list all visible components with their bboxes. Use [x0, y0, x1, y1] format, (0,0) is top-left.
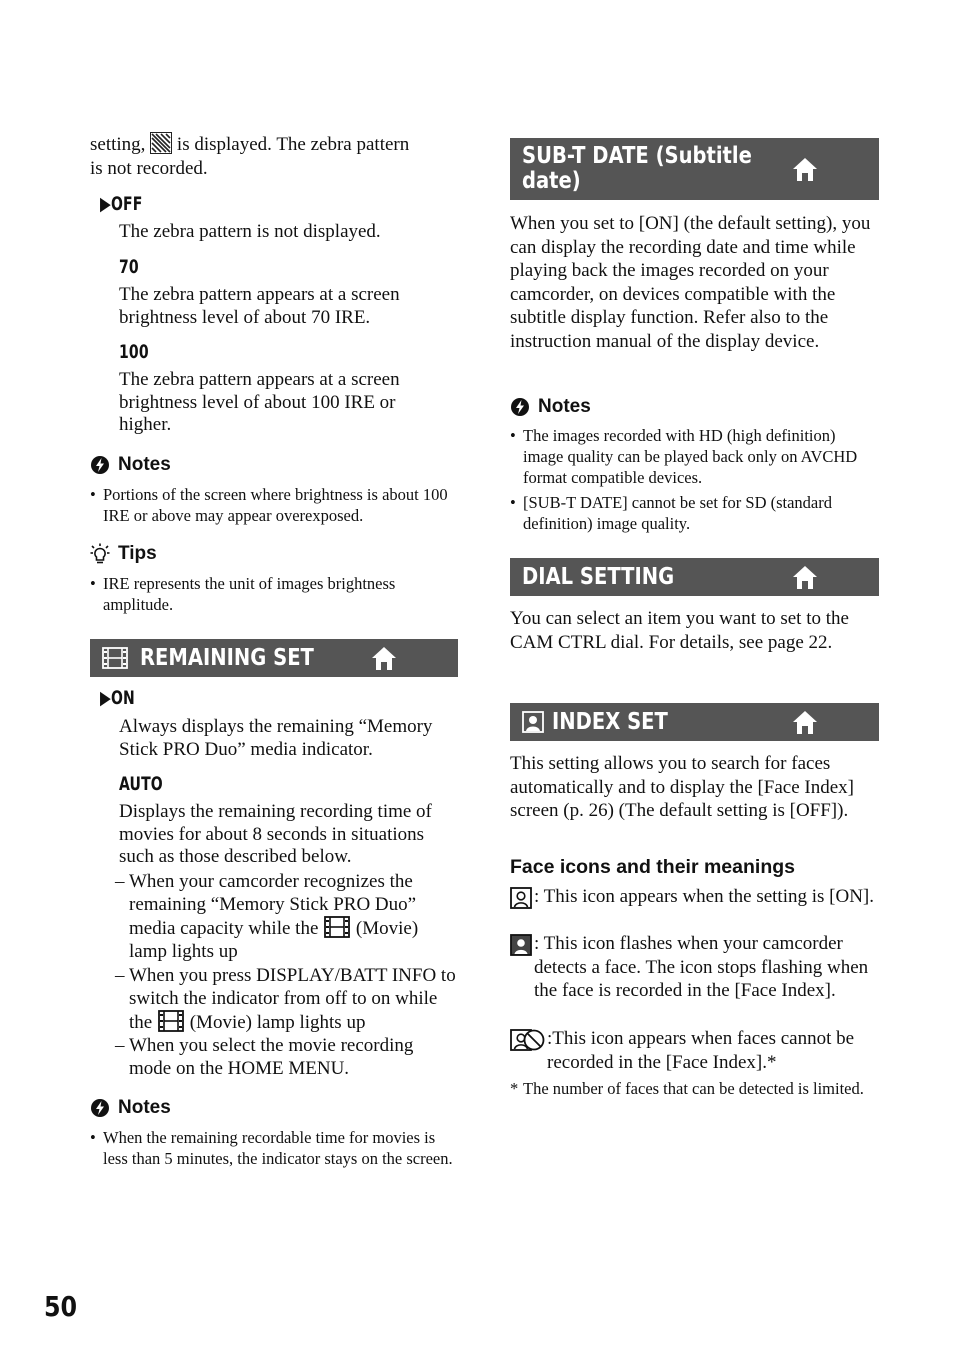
- option-auto-label: AUTO: [119, 773, 163, 795]
- notes-icon: [90, 1098, 110, 1118]
- face-item-2: [510, 932, 879, 1003]
- index-set-header: [510, 703, 879, 741]
- auto-case-2-text: [129, 965, 460, 1035]
- subt-notes-title: Notes: [538, 396, 591, 417]
- subt-note-1: [510, 425, 879, 488]
- notes-1-text: Portions of the screen where brightness is about 100 IRE or above may appear overexposed.: [103, 485, 448, 525]
- option-on-desc: Always displays the remaining “Memory Stick PRO Duo” media indicator.: [119, 716, 433, 760]
- face-icon: [510, 887, 532, 909]
- bullet: •: [510, 493, 516, 512]
- notes-2-text: When the remaining recordable time for movies is less than 5 minutes, the indicator stays on the screen.: [103, 1128, 453, 1168]
- notes-icon: [90, 455, 110, 475]
- face-item-1: [510, 885, 879, 909]
- home-icon: [370, 645, 398, 671]
- film-icon: [323, 916, 351, 938]
- auto-case-1: [115, 871, 435, 963]
- dash-marker: –: [115, 965, 125, 986]
- subt-date-body: When you set to [ON] (the default setting), you can display the recording date and time while playing back the images recorded on your camcorder, on devices compatible with the subtitle display function. Refer also to the instruction manual of the display device.: [510, 213, 871, 352]
- bullet: •: [90, 1128, 96, 1147]
- notes-title-2: Notes: [118, 1097, 171, 1118]
- zebra-intro-text-a: setting,: [90, 134, 146, 155]
- bullet: •: [90, 574, 96, 593]
- option-70-label: 70: [119, 256, 139, 278]
- option-on-text: ON: [110, 687, 135, 709]
- tips-title: Tips: [118, 543, 157, 564]
- dial-setting-header: [510, 558, 879, 596]
- option-100-label: 100: [119, 341, 149, 363]
- face-icon: [510, 934, 532, 956]
- face-item-1-text: : This icon appears when the setting is [ON].: [534, 886, 874, 907]
- subt-date-header: [510, 138, 879, 200]
- option-on-label: [100, 687, 135, 709]
- home-icon: [791, 564, 819, 590]
- option-70-desc: The zebra pattern appears at a screen brightness level of about 70 IRE.: [119, 284, 400, 328]
- subt-date-title: [522, 144, 752, 194]
- subt-note-2: [510, 492, 879, 534]
- zebra-intro-text-c: is not recorded.: [90, 157, 208, 179]
- option-100-desc: The zebra pattern appears at a screen brightness level of about 100 IRE or higher.: [119, 369, 400, 435]
- face-disabled-icon: [510, 1029, 546, 1051]
- face-item-3: [510, 1027, 879, 1074]
- auto-case-3: [115, 1035, 435, 1080]
- tips-icon: [90, 543, 110, 565]
- zebra-intro-text-b: is displayed. The zebra pattern: [176, 134, 410, 155]
- default-marker-icon: ▶: [100, 687, 111, 709]
- page-number: 50: [44, 1290, 78, 1323]
- default-marker-icon: ▶: [100, 193, 111, 215]
- zebra-intro: [90, 132, 458, 180]
- auto-case-3-text: When you select the movie recording mode on the HOME MENU.: [129, 1035, 414, 1079]
- dash-marker: –: [115, 1035, 125, 1056]
- home-icon: [791, 709, 819, 735]
- tips-heading: [90, 543, 157, 565]
- footnote-text: The number of faces that can be detected is limited.: [523, 1079, 864, 1098]
- subt-note-1-text: The images recorded with HD (high definition) image quality can be played back only on AVCHD format compatible devices.: [523, 426, 858, 487]
- notes-title-1: Notes: [118, 454, 171, 475]
- notes-heading-2: [90, 1097, 171, 1119]
- auto-case-2-text-b: (Movie) lamp lights up: [189, 1012, 366, 1033]
- auto-case-1-text-b: (Movie) lamp lights up: [129, 918, 419, 962]
- home-icon: [791, 156, 819, 182]
- bullet: •: [90, 485, 96, 504]
- film-icon: [102, 647, 128, 669]
- notes-heading-1: [90, 454, 171, 476]
- option-off-text: OFF: [110, 193, 143, 215]
- face-item-3-text: :This icon appears when faces cannot be recorded in the [Face Index].*: [547, 1028, 855, 1073]
- footnote-mark: *: [510, 1079, 519, 1098]
- notes-icon: [510, 397, 530, 417]
- dial-setting-title: DIAL SETTING: [522, 564, 675, 590]
- dash-marker: –: [115, 871, 125, 892]
- face-icons-heading: Face icons and their meanings: [510, 856, 795, 878]
- remaining-set-header: [90, 639, 458, 677]
- bullet: •: [510, 426, 516, 445]
- remaining-set-title: REMAINING SET: [140, 645, 314, 671]
- notes-2-item: [90, 1127, 458, 1169]
- option-off-label: [100, 193, 143, 215]
- tips-item: [90, 573, 458, 615]
- subt-date-title-line1: SUB-T DATE (Subtitle: [522, 143, 752, 169]
- notes-1-item: [90, 484, 458, 526]
- film-icon: [157, 1010, 185, 1032]
- auto-case-1-text-a: When your camcorder recognizes the remaining “Memory Stick PRO Duo” media capacity while the: [129, 871, 417, 939]
- option-off-desc: The zebra pattern is not displayed.: [119, 221, 381, 242]
- footnote: [510, 1078, 879, 1099]
- index-set-title: INDEX SET: [552, 709, 668, 735]
- option-auto-desc: Displays the remaining recording time of movies for about 8 seconds in situations such as those described below.: [119, 801, 432, 867]
- dial-setting-body: You can select an item you want to set to the CAM CTRL dial. For details, see page 22.: [510, 608, 849, 653]
- auto-case-2-text-a: When you press DISPLAY/BATT INFO to switch the indicator from off to on while the: [129, 965, 456, 1033]
- tips-text: IRE represents the unit of images brightness amplitude.: [103, 574, 396, 614]
- zebra-icon: [150, 132, 172, 154]
- auto-case-2: [115, 965, 460, 1035]
- auto-case-1-text: [129, 871, 435, 963]
- subt-date-title-line2: date): [522, 168, 581, 194]
- index-set-body: This setting allows you to search for faces automatically and to display the [Face Index] screen (p. 26) (The default setting is [OFF]).: [510, 753, 854, 821]
- subt-notes-heading: [510, 396, 591, 418]
- face-icon: [522, 711, 544, 733]
- face-item-2-text: : This icon flashes when your camcorder detects a face. The icon stops flashing when the face is recorded in the [Face Index].: [534, 933, 869, 1001]
- subt-note-2-text: [SUB-T DATE] cannot be set for SD (standard definition) image quality.: [523, 493, 833, 533]
